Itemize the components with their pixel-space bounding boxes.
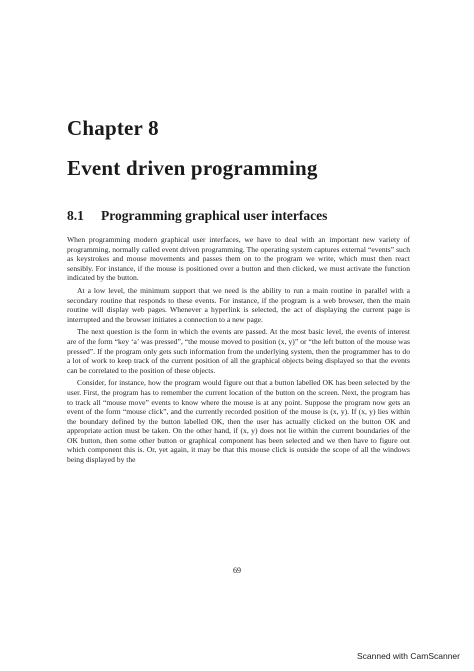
chapter-label: Chapter 8 [67,116,159,140]
scanner-watermark: Scanned with CamScanner [356,651,460,661]
paragraph: The next question is the form in which the events are passed. At the most basic level, the events of interest are of the form “key ‘a’ was pressed”, “the mouse moved to position (x, y)” or “the left button of the mouse was pressed”. If the program only gets such information from the underlying system, then the programmer has to do a lot of work to keep track of the current position of all the graphical objects being displayed so that the events can be correlated to the position of these objects. [67,327,410,375]
page-number: 69 [233,566,241,575]
chapter-title: Event driven programming [67,156,318,180]
paragraph: Consider, for instance, how the program would figure out that a button labelled OK has been selected by the user. First, the program has to remember the current location of the button on the screen. Next, the program has to track all “mouse move” events to know where the mouse is at any point. Suppose the program now gets an event of the form “mouse click”, and the currently recorded position of the mouse is (x, y). If (x, y) lies within the boundary defined by the button labelled OK, then the user has actually clicked on the button OK and appropriate action must be taken. On the other hand, if (x, y) does not lie within the current boundaries of the OK button, then some other button or graphical component has been selected and we then have to figure out which component this is. Or, yet again, it may be that this mouse click is outside the scope of all the windows being displayed by the [67,378,410,465]
section-heading [67,208,327,224]
paragraph: At a low level, the minimum support that we need is the ability to run a main routine in parallel with a secondary routine that responds to these events. For instance, if the program is a web browser, then the main routine will display web pages. Whenever a hyperlink is selected, the act of displaying the current page is interrupted and the browser initiates a connection to a new page. [67,285,410,324]
body-text [67,235,410,468]
section-number: 8.1 [67,208,84,223]
paragraph: When programming modern graphical user interfaces, we have to deal with an important new variety of programming, normally called event driven programming. The operating system captures external “events” such as keystrokes and mouse movements and passes them on to the program we write, which must then react sensibly. For instance, if the mouse is positioned over a button and then clicked, we must activate the function indicated by the button. [67,235,410,283]
section-title: Programming graphical user interfaces [101,208,328,223]
